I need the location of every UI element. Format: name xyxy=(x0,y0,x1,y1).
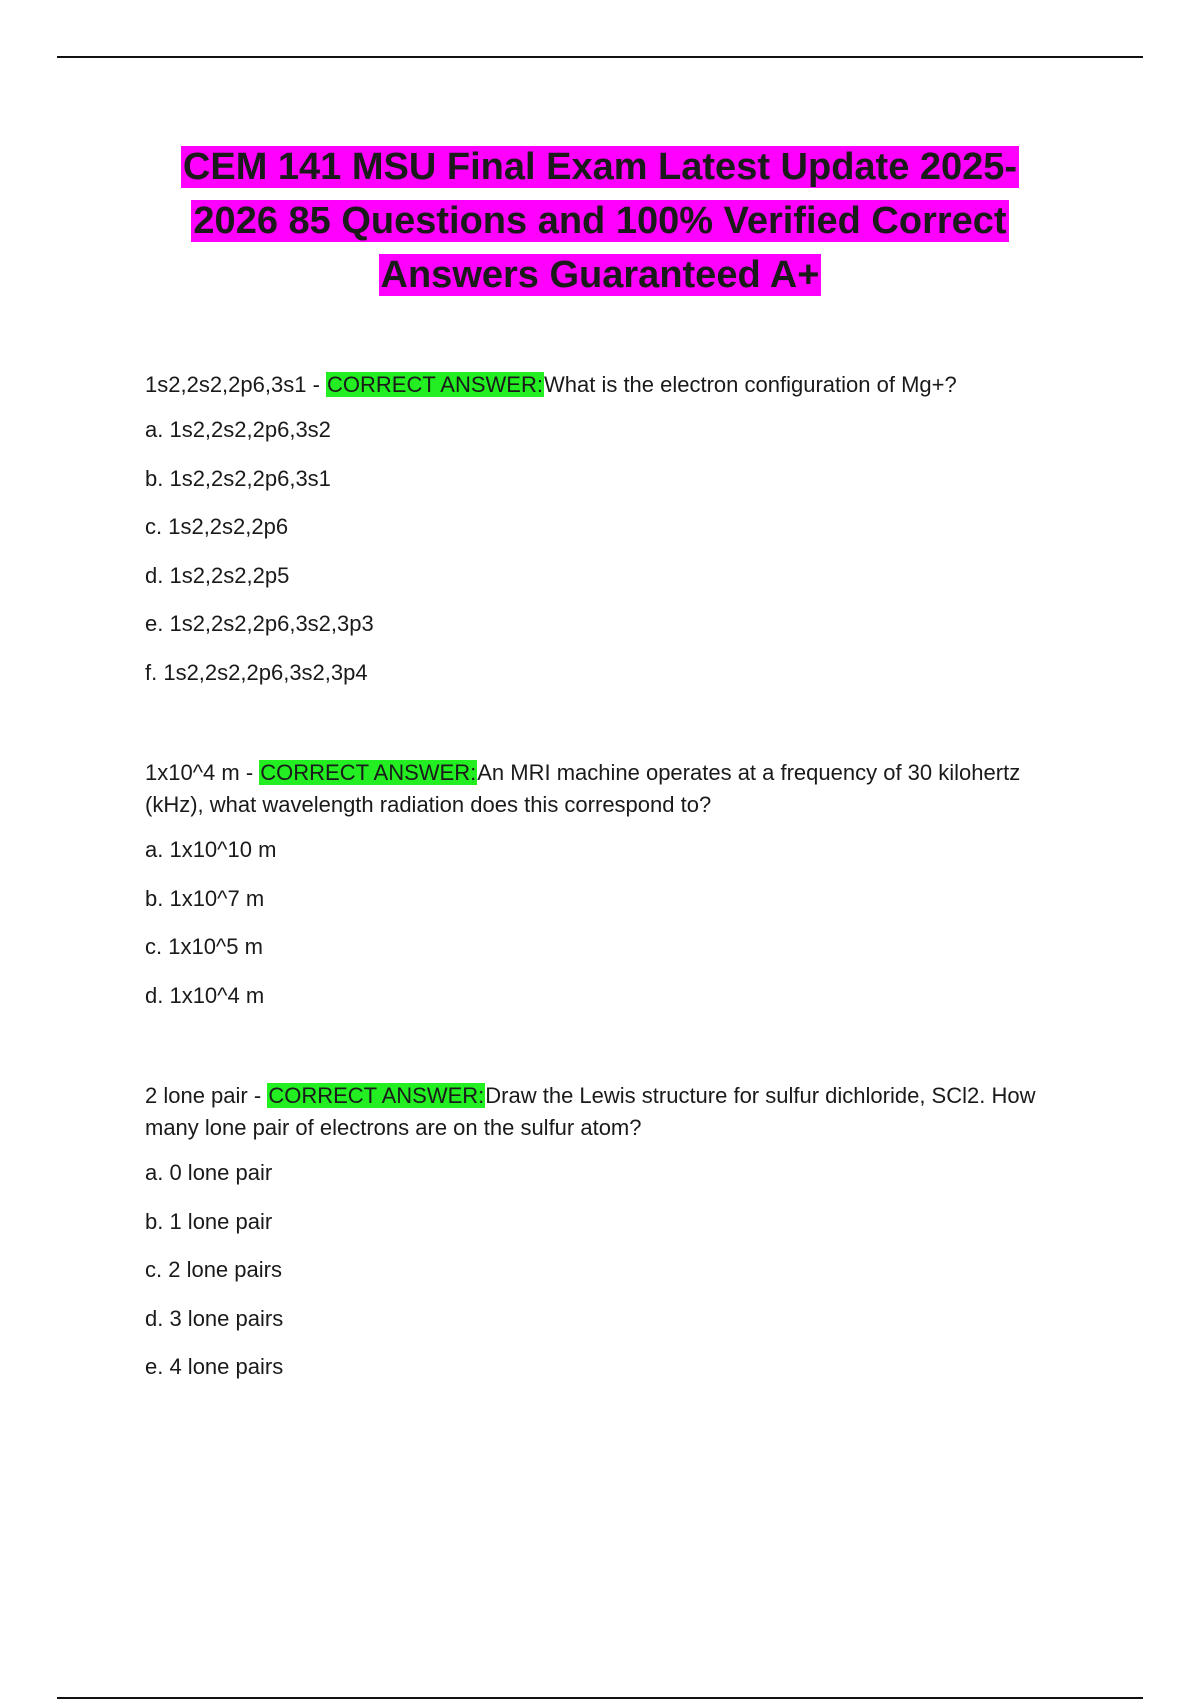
question-block-2 xyxy=(145,757,1080,1029)
option-f: f. 1s2,2s2,2p6,3s2,3p4 xyxy=(145,659,368,685)
option-e: e. 4 lone pairs xyxy=(145,1354,284,1379)
option-e: e. 1s2,2s2,2p6,3s2,3p3 xyxy=(145,611,374,636)
title-line-3: Answers Guaranteed A+ xyxy=(380,254,820,296)
option-b: b. 1s2,2s2,2p6,3s1 xyxy=(145,465,331,491)
question-stem xyxy=(145,369,1080,401)
option-c: c. 2 lone pairs xyxy=(145,1257,282,1282)
option-c: c. 1x10^5 m xyxy=(145,934,263,959)
title-line-1: CEM 141 MSU Final Exam Latest Update 2025- xyxy=(182,146,1018,188)
title-line-2: 2026 85 Questions and 100% Verified Correct xyxy=(193,200,1007,242)
question-stem xyxy=(145,1080,1080,1144)
question-text: An MRI machine operates at a frequency of 30 kilohertz (kHz), what wavelength radiation does this correspond to? xyxy=(145,760,1021,817)
option-c: c. 1s2,2s2,2p6 xyxy=(145,514,289,539)
option-a: a. 1x10^10 m xyxy=(145,837,277,862)
answer-text: 1x10^4 m - xyxy=(145,760,254,785)
question-block-1 xyxy=(145,369,1080,706)
bottom-rule xyxy=(57,1697,1143,1699)
correct-answer-label: CORRECT ANSWER: xyxy=(268,1083,485,1108)
option-b: b. 1x10^7 m xyxy=(145,885,265,911)
correct-answer-label: CORRECT ANSWER: xyxy=(260,760,477,785)
correct-answer-label: CORRECT ANSWER: xyxy=(327,372,543,397)
option-a: a. 1s2,2s2,2p6,3s2 xyxy=(145,417,331,442)
option-d: d. 1s2,2s2,2p5 xyxy=(145,562,290,588)
top-rule xyxy=(57,56,1143,58)
option-d: d. 3 lone pairs xyxy=(145,1305,284,1331)
answer-text: 1s2,2s2,2p6,3s1 - xyxy=(145,372,320,397)
question-text: Draw the Lewis structure for sulfur dichloride, SCl2. How many lone pair of electrons are on the sulfur atom? xyxy=(145,1083,1036,1140)
option-a: a. 0 lone pair xyxy=(145,1160,273,1185)
option-d: d. 1x10^4 m xyxy=(145,982,265,1008)
document-title xyxy=(140,140,1060,302)
question-block-3 xyxy=(145,1080,1080,1401)
question-text: What is the electron configuration of Mg+? xyxy=(543,372,957,397)
answer-text: 2 lone pair - xyxy=(145,1083,262,1108)
option-b: b. 1 lone pair xyxy=(145,1208,273,1234)
question-stem xyxy=(145,757,1080,821)
